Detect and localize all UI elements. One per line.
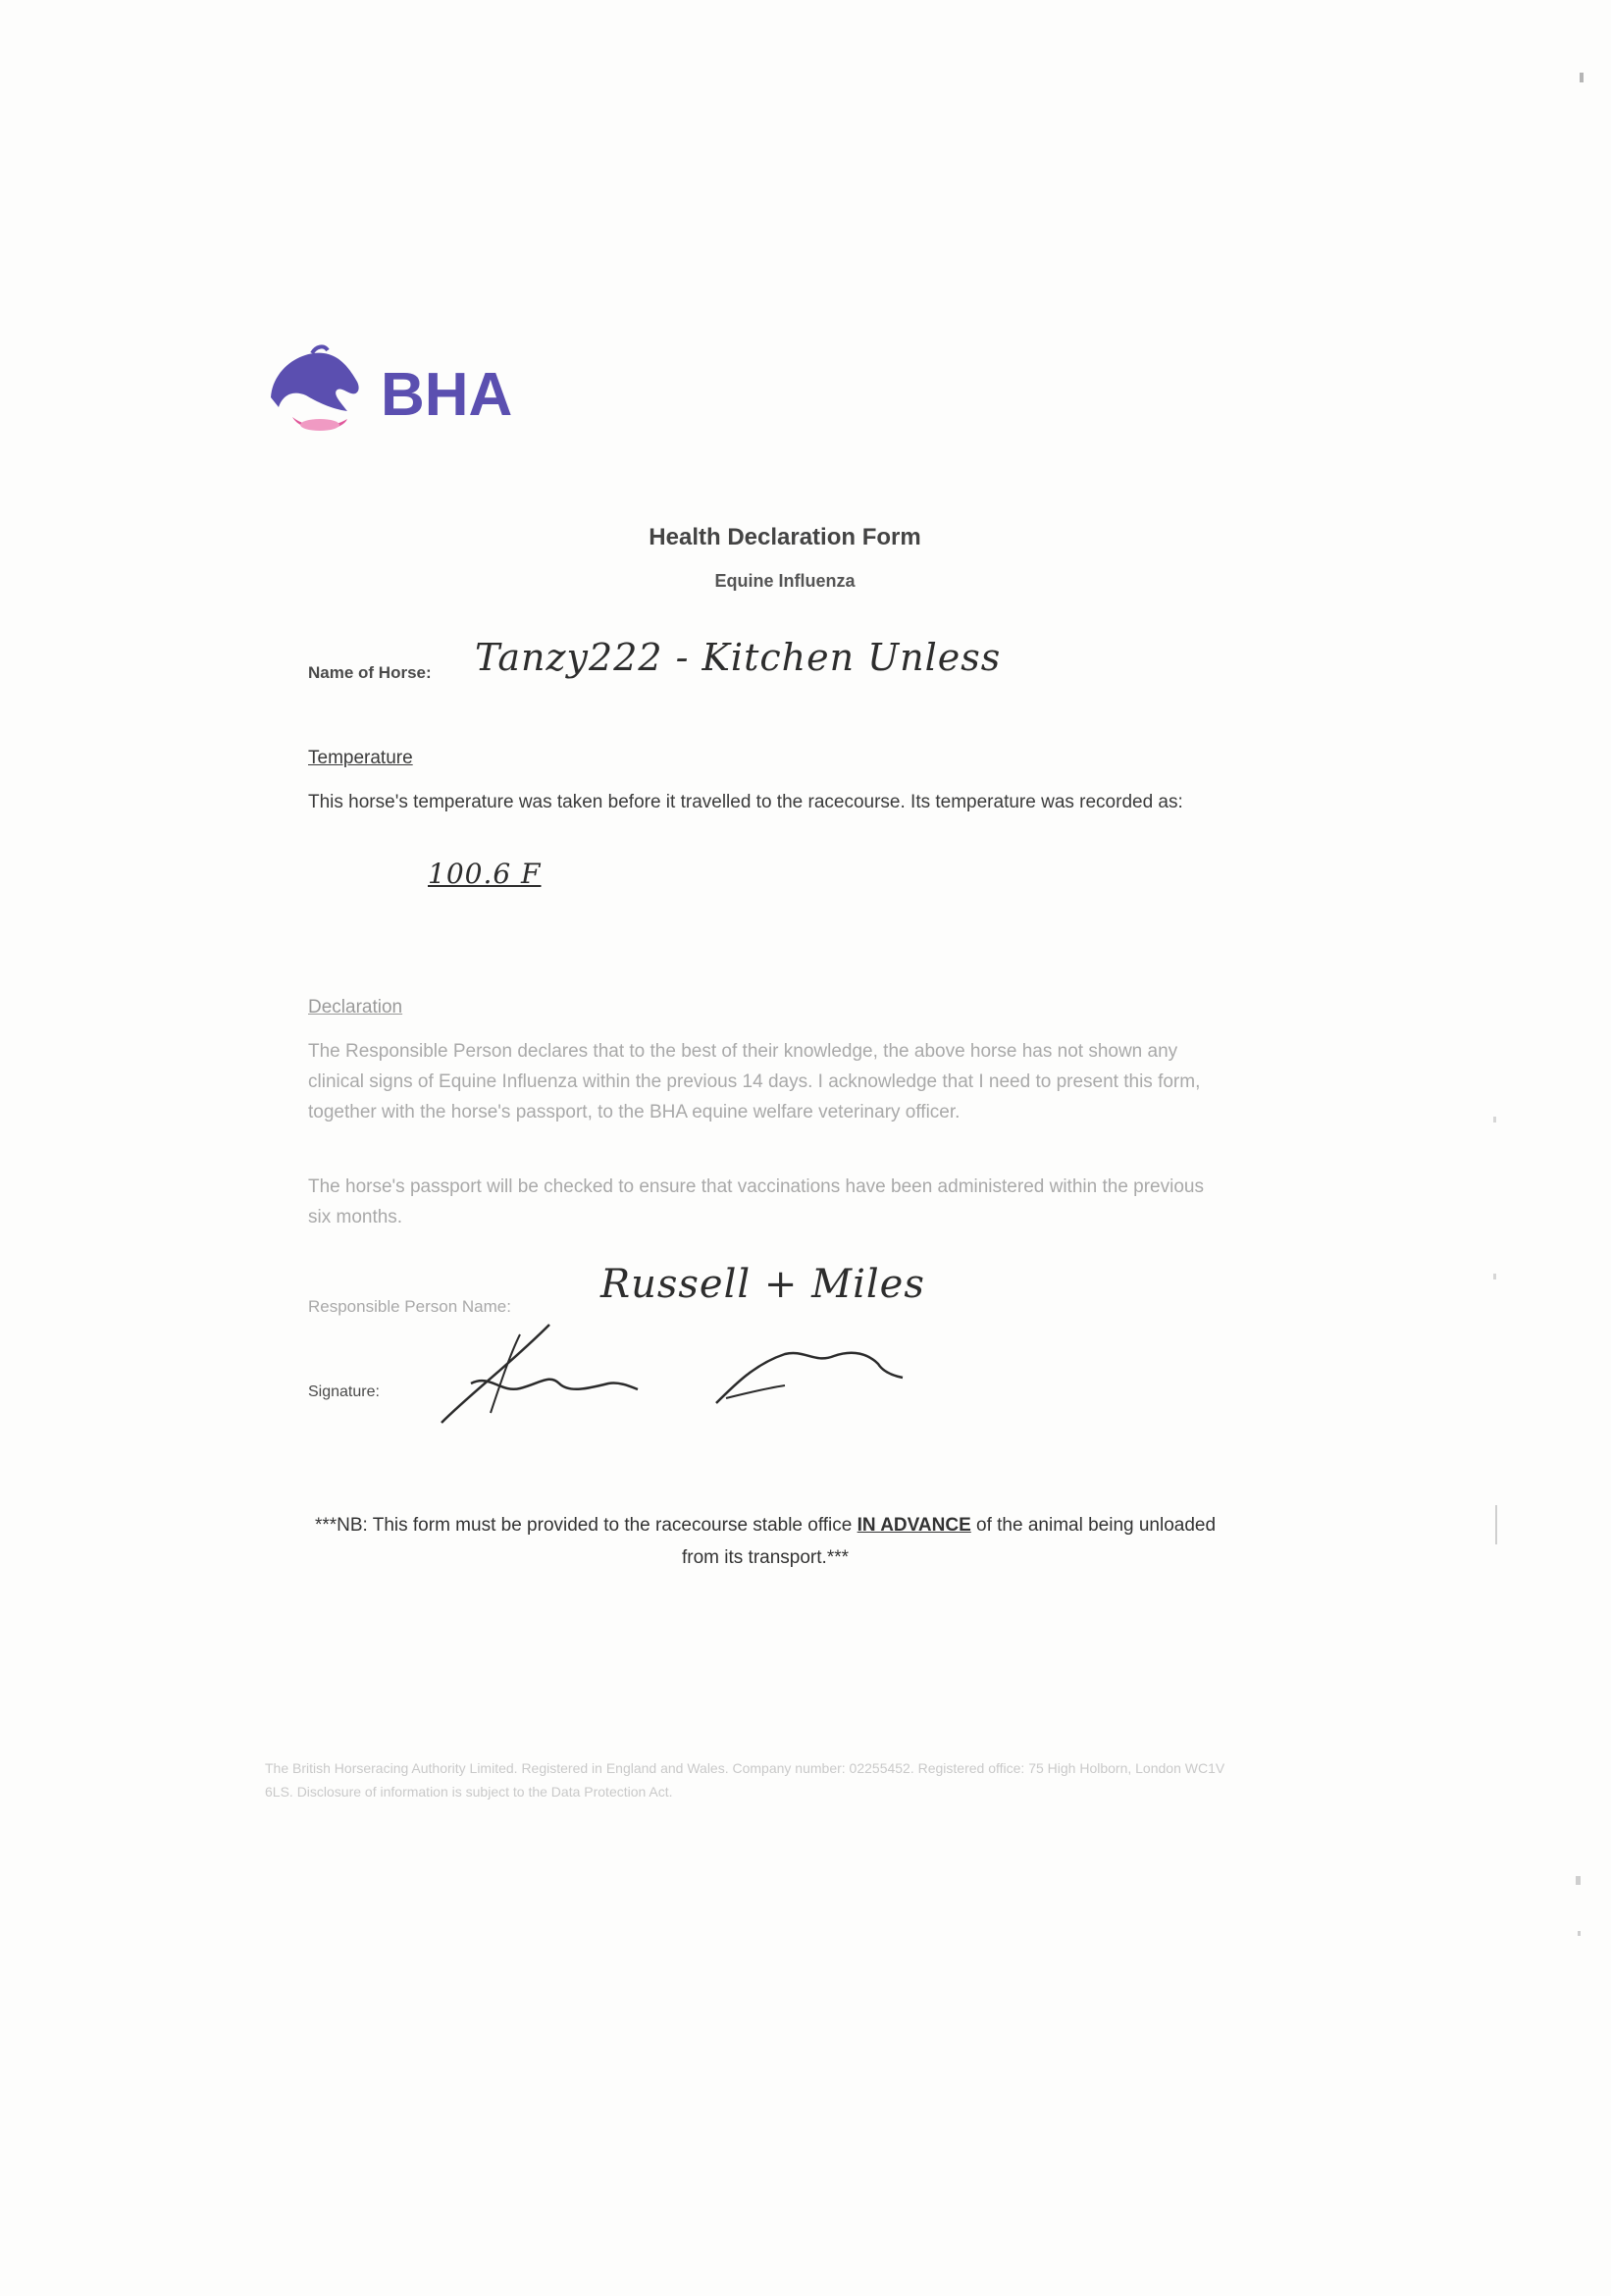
signature-scribble-icon [432, 1295, 922, 1442]
signature-label: Signature: [308, 1383, 380, 1400]
note-emphasis: IN ADVANCE [857, 1515, 971, 1536]
scan-speck [1578, 1931, 1581, 1936]
horse-head-logo-icon [263, 339, 528, 446]
scan-speck [1493, 1117, 1496, 1122]
temperature-heading: Temperature [308, 748, 413, 768]
scan-speck [1493, 1274, 1496, 1279]
temperature-value: 100.6 F [428, 858, 542, 890]
note-prefix: ***NB: This form must be provided to the racecourse stable office [314, 1515, 853, 1536]
horse-name-value: Tanzy222 - Kitchen Unless [475, 636, 1002, 679]
horse-name-label: Name of Horse: [308, 663, 432, 682]
temperature-text: This horse's temperature was taken before it travelled to the racecourse. Its temperature was recorded as: [308, 792, 1183, 812]
form-title: Health Declaration Form [649, 524, 921, 550]
scan-speck [1495, 1505, 1497, 1544]
note-suffix: of the animal being unloaded from its transport.*** [682, 1515, 1217, 1568]
submission-note [314, 1509, 1217, 1574]
declaration-paragraph-2: The horse's passport will be checked to ensure that vaccinations have been administered within the previous six months. [308, 1176, 1204, 1227]
form-subtitle: Equine Influenza [714, 571, 856, 591]
declaration-paragraph-1: The Responsible Person declares that to the best of their knowledge, the above horse has not shown any clinical signs of Equine Influenza within the previous 14 days. I acknowledge that I need to present this form, together with the horse's passport, to the BHA equine welfare veterinary officer. [308, 1041, 1201, 1122]
responsible-person-value: Russell + Miles [600, 1262, 925, 1307]
logo-text: BHA [381, 361, 513, 429]
bha-logo [263, 339, 528, 446]
scan-speck [1576, 1876, 1581, 1885]
responsible-person-label: Responsible Person Name: [308, 1297, 511, 1316]
declaration-heading: Declaration [308, 997, 403, 1018]
footer-text: The British Horseracing Authority Limited. Registered in England and Wales. Company number: 02255452. Registered office: 75 High Holborn, London WC1V 6LS. Disclosure of information is subject to the Data Protection Act. [265, 1760, 1225, 1800]
scan-speck [1580, 73, 1584, 82]
